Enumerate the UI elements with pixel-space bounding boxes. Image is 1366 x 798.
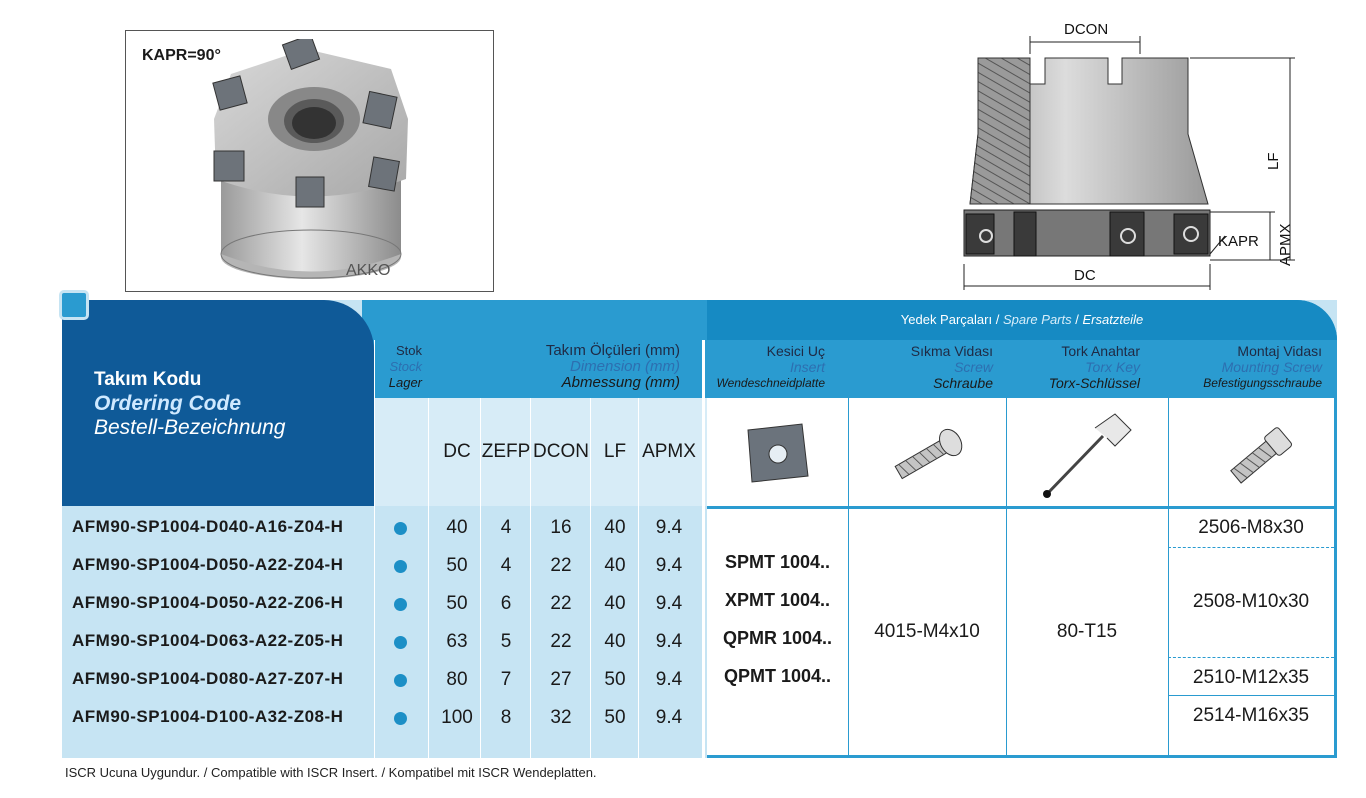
ordering-code: AFM90-SP1004-D100-A32-Z08-H xyxy=(72,707,344,726)
cell-zefp: 6 xyxy=(500,593,512,614)
cell-dc: 50 xyxy=(446,555,468,576)
insert-code: QPMR 1004.. xyxy=(722,628,833,648)
torx-key-value: 80-T15 xyxy=(1056,621,1118,642)
dimensions-header xyxy=(432,343,680,391)
cell-dcon: 32 xyxy=(550,707,572,728)
row-divider xyxy=(1168,695,1334,696)
kapr-dim-label: KAPR xyxy=(1218,233,1259,250)
spare-parts-en: Spare Parts xyxy=(1002,312,1072,327)
kapr-label: KAPR=90° xyxy=(142,47,221,64)
ordering-code: AFM90-SP1004-D050-A22-Z04-H xyxy=(72,555,344,574)
milling-cutter-image xyxy=(196,39,436,284)
spare-parts-sep: / xyxy=(995,312,1000,327)
ordering-code: AFM90-SP1004-D040-A16-Z04-H xyxy=(72,517,344,536)
cell-apmx: 9.4 xyxy=(655,517,683,538)
cell-dc: 80 xyxy=(446,669,468,690)
cell-apmx: 9.4 xyxy=(655,593,683,614)
footnote: ISCR Ucuna Uygundur. / Compatible with ISCR Insert. / Kompatibel mit ISCR Wendeplatten. xyxy=(65,765,597,780)
stock-indicator-icon xyxy=(394,598,407,611)
torx-key-tr: Tork Anahtar xyxy=(1061,343,1140,359)
dimensions-de: Abmessung (mm) xyxy=(561,374,680,391)
cell-dc: 63 xyxy=(446,631,468,652)
stock-tr: Stok xyxy=(395,343,422,358)
mounting-screw-values xyxy=(1168,509,1334,755)
spare-parts-sep2: / xyxy=(1075,312,1079,327)
stock-en: Stock xyxy=(389,359,422,374)
cell-zefp: 4 xyxy=(500,555,512,576)
col-header-zefp: ZEFP xyxy=(481,441,531,462)
ordering-code-de: Bestell-Bezeichnung xyxy=(94,416,286,439)
cell-lf: 50 xyxy=(604,669,626,690)
torx-key-icon xyxy=(1037,408,1137,503)
mounting-screw-icon xyxy=(1222,415,1302,495)
screw-icon xyxy=(884,420,974,490)
apmx-dim-label: APMX xyxy=(1277,223,1294,266)
mounting-screw-de: Befestigungsschraube xyxy=(1203,376,1322,390)
row-divider xyxy=(1168,657,1334,658)
table-row xyxy=(62,623,702,661)
cell-dc: 50 xyxy=(446,593,468,614)
table-row xyxy=(62,699,702,737)
cell-apmx: 9.4 xyxy=(655,555,683,576)
cell-dcon: 22 xyxy=(550,593,572,614)
mounting-screw-tr: Montaj Vidası xyxy=(1237,343,1322,359)
cell-dcon: 16 xyxy=(550,517,572,538)
mounting-screw-value: 2506-M8x30 xyxy=(1198,517,1304,538)
cell-apmx: 9.4 xyxy=(655,669,683,690)
cell-lf: 40 xyxy=(604,517,626,538)
cell-lf: 40 xyxy=(604,555,626,576)
insert-code: XPMT 1004.. xyxy=(724,590,831,610)
product-photo-panel xyxy=(125,30,494,292)
insert-tr: Kesici Uç xyxy=(766,343,825,359)
stock-header xyxy=(374,343,422,391)
cell-dc: 100 xyxy=(441,707,473,728)
cell-apmx: 9.4 xyxy=(655,631,683,652)
ordering-code: AFM90-SP1004-D063-A22-Z05-H xyxy=(72,631,344,650)
dimensions-tr: Takım Ölçüleri (mm) xyxy=(545,342,680,359)
cell-lf: 40 xyxy=(604,631,626,652)
stock-indicator-icon xyxy=(394,636,407,649)
col-header-dc: DC xyxy=(443,441,471,462)
cell-dcon: 27 xyxy=(550,669,572,690)
col-header-apmx: APMX xyxy=(642,441,696,462)
col-header-lf: LF xyxy=(603,441,627,462)
brand-engraving: AKKO xyxy=(346,262,391,279)
screw-tr: Sıkma Vidası xyxy=(910,343,993,359)
screw-value: 4015-M4x10 xyxy=(874,621,980,642)
cell-zefp: 5 xyxy=(500,631,512,652)
insert-code: QPMT 1004.. xyxy=(723,666,832,686)
col-header-dcon: DCON xyxy=(533,441,589,462)
cell-zefp: 4 xyxy=(500,517,512,538)
ordering-code: AFM90-SP1004-D080-A27-Z07-H xyxy=(72,669,344,688)
table-row xyxy=(62,585,702,623)
mounting-screw-value: 2514-M16x35 xyxy=(1192,705,1310,726)
cell-dcon: 22 xyxy=(550,631,572,652)
torx-key-de: Torx-Schlüssel xyxy=(1048,375,1140,391)
mounting-screw-value: 2510-M12x35 xyxy=(1192,667,1310,688)
cell-dc: 40 xyxy=(446,517,468,538)
ordering-code-tr: Takım Kodu xyxy=(94,369,202,390)
insert-header xyxy=(707,343,825,391)
dimensions-en: Dimension (mm) xyxy=(569,358,680,375)
cell-zefp: 7 xyxy=(500,669,512,690)
mounting-screw-en: Mounting Screw xyxy=(1221,359,1322,375)
torx-key-header xyxy=(1008,343,1140,391)
product-table xyxy=(62,300,1337,758)
ordering-code-title xyxy=(94,368,285,440)
insert-de: Wendeschneidplatte xyxy=(716,376,825,390)
screw-header xyxy=(850,343,993,391)
insert-icon xyxy=(742,418,812,488)
ordering-code: AFM90-SP1004-D050-A22-Z06-H xyxy=(72,593,344,612)
corner-tab xyxy=(59,290,89,320)
torx-key-en: Torx Key xyxy=(1085,359,1140,375)
table-row xyxy=(62,509,702,547)
spare-parts-de: Ersatzteile xyxy=(1082,312,1144,327)
insert-list xyxy=(707,540,848,700)
cell-lf: 50 xyxy=(604,707,626,728)
stock-indicator-icon xyxy=(394,712,407,725)
dc-dim-label: DC xyxy=(1074,267,1096,284)
cell-dcon: 22 xyxy=(550,555,572,576)
grid-line xyxy=(1334,398,1337,758)
grid-line xyxy=(702,340,705,758)
screw-en: Screw xyxy=(954,359,993,375)
lf-dim-label: LF xyxy=(1265,152,1282,170)
spare-parts-header xyxy=(707,312,1337,327)
table-row xyxy=(62,661,702,699)
screw-de: Schraube xyxy=(933,375,993,391)
cell-apmx: 9.4 xyxy=(655,707,683,728)
ordering-code-en: Ordering Code xyxy=(94,392,242,415)
mounting-screw-header xyxy=(1170,343,1322,391)
cell-lf: 40 xyxy=(604,593,626,614)
mounting-screw-value: 2508-M10x30 xyxy=(1192,591,1310,612)
stock-indicator-icon xyxy=(394,522,407,535)
technical-drawing xyxy=(940,14,1320,294)
dcon-dim-label: DCON xyxy=(1064,21,1109,38)
insert-code: SPMT 1004.. xyxy=(724,552,831,572)
table-row xyxy=(62,547,702,585)
spare-parts-tr: Yedek Parçaları xyxy=(900,312,993,327)
insert-en: Insert xyxy=(789,359,825,375)
grid-line xyxy=(707,755,1337,758)
stock-indicator-icon xyxy=(394,674,407,687)
stock-indicator-icon xyxy=(394,560,407,573)
cell-zefp: 8 xyxy=(500,707,512,728)
stock-de: Lager xyxy=(388,375,422,390)
